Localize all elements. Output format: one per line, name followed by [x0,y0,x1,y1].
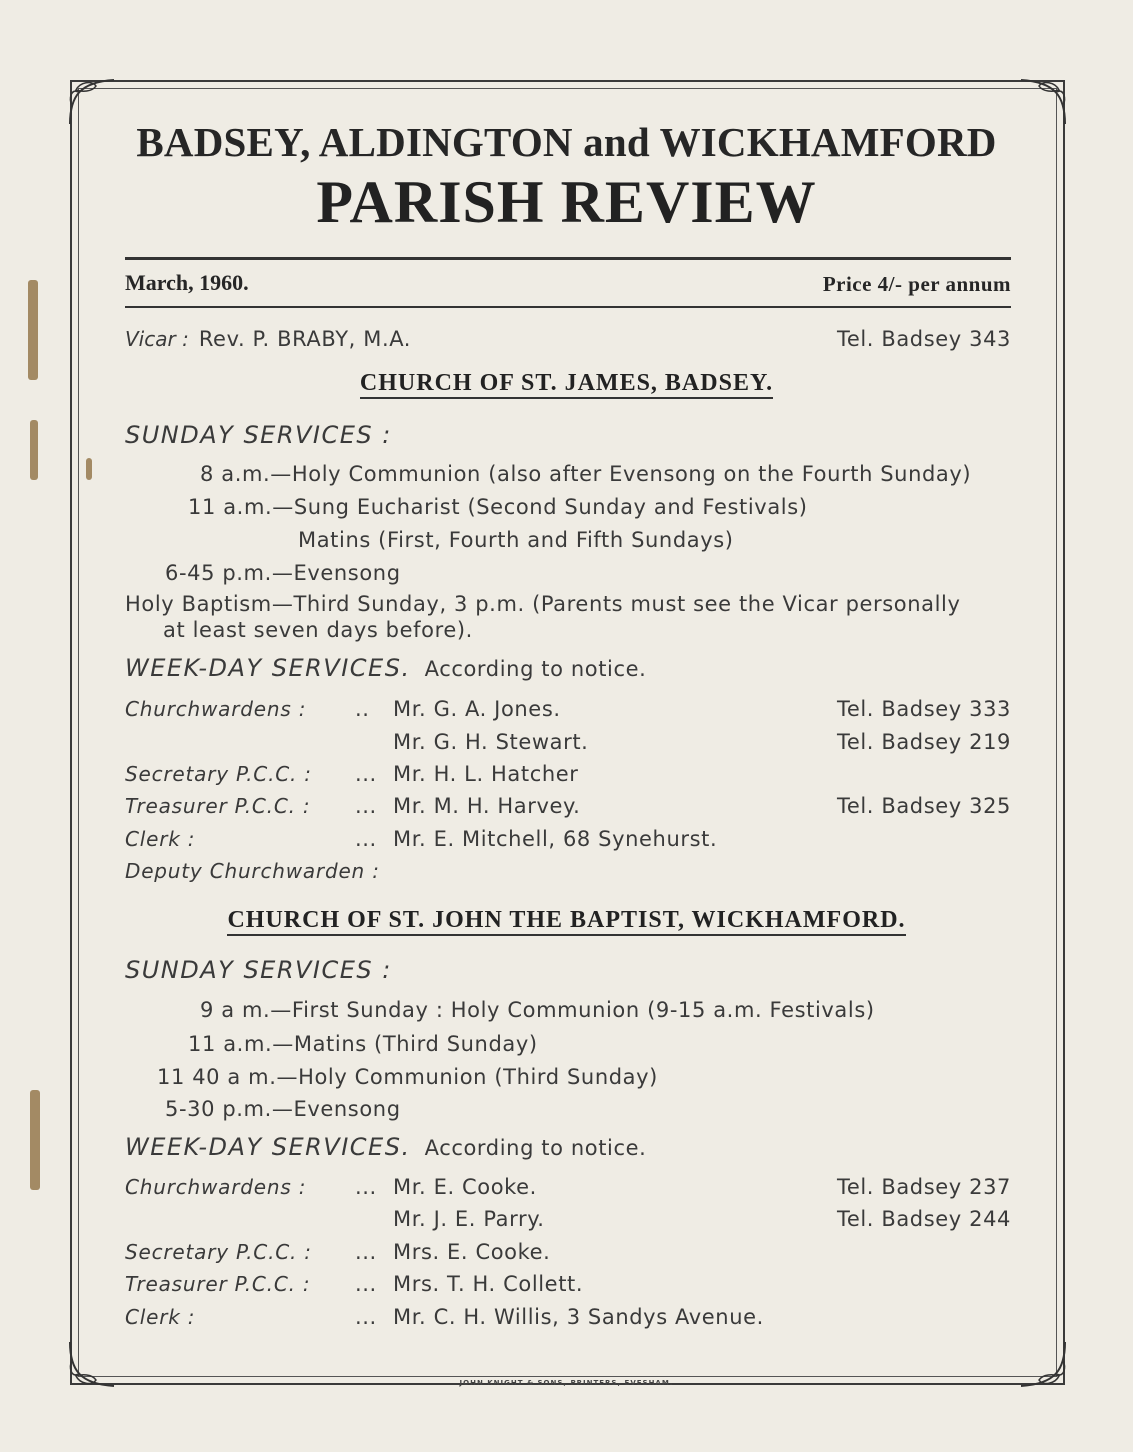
officer-tel: Tel. Badsey 237 [836,1175,1011,1199]
wickhamford-weekday-label: WEEK-DAY SERVICES. [125,1133,411,1161]
officer-name: Mr. M. H. Harvey. [393,794,581,818]
masthead-title: BADSEY, ALDINGTON and WICKHAMFORD [136,119,997,165]
officer-role: Secretary P.C.C. : [125,762,312,786]
officer-name: Mr. H. L. Hatcher [393,762,579,786]
officer-dots: ... [355,1272,377,1296]
officer-tel: Tel. Badsey 333 [836,697,1011,721]
issue-price: Price 4/- per annum [822,272,1011,296]
badsey-baptism: Holy Baptism—Third Sunday, 3 p.m. (Parents must see the Vicar personally [125,592,961,616]
officer-dots: ... [355,1175,377,1199]
officer-dots: ... [355,1305,377,1329]
officer-role: Clerk : [125,1305,196,1329]
wickhamford-sunday-label: SUNDAY SERVICES : [125,956,392,984]
officer-tel: Tel. Badsey 244 [836,1207,1011,1231]
badsey-baptism-cont: at least seven days before). [163,618,473,642]
badsey-service: 8 a.m.—Holy Communion (also after Evensong on the Fourth Sunday) [200,462,972,486]
printer-imprint: JOHN KNIGHT & SONS, PRINTERS, EVESHAM. [459,1379,674,1387]
officer-name: Mr. G. H. Stewart. [393,730,589,754]
badsey-heading: CHURCH OF ST. JAMES, BADSEY. [360,370,773,399]
wickhamford-weekday-note: According to notice. [424,1136,647,1160]
badsey-heading-wrap [0,370,1133,397]
officer-name: Mr. E. Mitchell, 68 Synehurst. [393,827,718,851]
rust-stain [86,458,92,480]
vicar-tel: Tel. Badsey 343 [836,327,1011,351]
officer-name: Mr. J. E. Parry. [393,1207,545,1231]
officer-dots: ... [355,762,377,786]
officer-role: Churchwardens : [125,697,307,721]
vicar-name: Rev. P. BRABY, M.A. [198,327,412,351]
wickhamford-heading: CHURCH OF ST. JOHN THE BAPTIST, WICKHAMFORD. [227,907,905,936]
wickhamford-service: 9 a m.—First Sunday : Holy Communion (9-15 a.m. Festivals) [200,998,875,1022]
wickhamford-heading-wrap [0,907,1133,934]
badsey-service: 6-45 p.m.—Evensong [165,561,401,585]
officer-tel: Tel. Badsey 219 [836,730,1011,754]
issue-date: March, 1960. [125,270,249,295]
badsey-service: Matins (First, Fourth and Fifth Sundays) [298,528,734,552]
officer-role: Deputy Churchwarden : [125,859,380,883]
badsey-sunday-label: SUNDAY SERVICES : [125,421,392,449]
vicar-label: Vicar : [125,327,189,351]
officer-dots: ... [355,794,377,818]
officer-name: Mr. C. H. Willis, 3 Sandys Avenue. [393,1305,764,1329]
officer-name: Mrs. T. H. Collett. [393,1272,584,1296]
wickhamford-weekday [125,1133,646,1161]
badsey-weekday [125,654,646,682]
badsey-service: 11 a.m.—Sung Eucharist (Second Sunday and Festivals) [188,495,808,519]
officer-role: Treasurer P.C.C. : [125,794,311,818]
officer-name: Mr. G. A. Jones. [393,697,561,721]
wickhamford-service: 5-30 p.m.—Evensong [165,1097,401,1121]
officer-name: Mrs. E. Cooke. [393,1240,551,1264]
officer-name: Mr. E. Cooke. [393,1175,537,1199]
officer-dots: ... [355,1240,377,1264]
rust-stain [28,280,38,380]
vicar-line [125,327,411,351]
officer-dots: .. [355,697,370,721]
officer-role: Treasurer P.C.C. : [125,1272,311,1296]
wickhamford-service: 11 a.m.—Matins (Third Sunday) [188,1032,538,1056]
officer-role: Clerk : [125,827,196,851]
badsey-weekday-label: WEEK-DAY SERVICES. [125,654,411,682]
officer-role: Churchwardens : [125,1175,307,1199]
divider [125,257,1011,260]
masthead-subtitle: PARISH REVIEW [316,169,817,235]
rust-stain [30,1090,40,1190]
badsey-weekday-note: According to notice. [424,657,647,681]
divider [125,306,1011,308]
officer-tel: Tel. Badsey 325 [836,794,1011,818]
officer-role: Secretary P.C.C. : [125,1240,312,1264]
wickhamford-service: 11 40 a m.—Holy Communion (Third Sunday) [157,1065,658,1089]
officer-dots: ... [355,827,377,851]
rust-stain [30,420,38,480]
